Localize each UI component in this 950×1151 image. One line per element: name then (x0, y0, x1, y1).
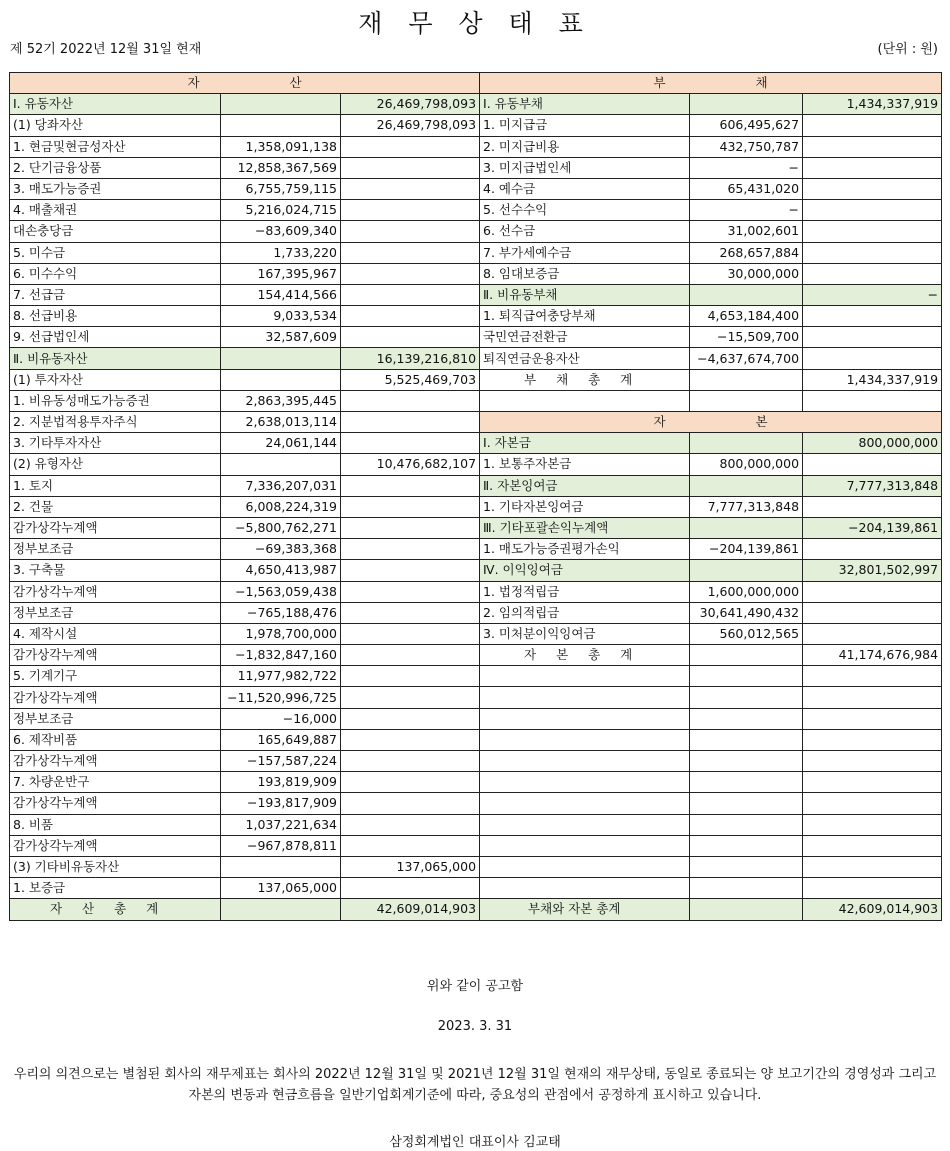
asset-item-label: 대손충당금 (10, 221, 221, 242)
equity-item-amount: −204,139,861 (690, 539, 803, 560)
asset-item-total (341, 327, 480, 348)
asset-item-total (341, 772, 480, 793)
auditor-signature: 삼정회계법인 대표이사 김교태 (389, 1135, 561, 1150)
asset-item-total (341, 687, 480, 708)
asset-item-total (341, 645, 480, 666)
asset-item-total (341, 623, 480, 644)
right-empty-cell (480, 708, 690, 729)
equity-item-label: Ⅰ. 자본금 (480, 433, 690, 454)
asset-item-label: 3. 기타투자자산 (10, 433, 221, 454)
equity-item-amount (690, 645, 803, 666)
equity-header-char-1: 자 (653, 414, 666, 430)
equity-item-total: 800,000,000 (803, 433, 942, 454)
table-row (10, 369, 942, 390)
table-row (10, 327, 942, 348)
equity-item-amount: 1,600,000,000 (690, 581, 803, 602)
asset-item-label: 7. 선급금 (10, 284, 221, 305)
liability-item-amount (690, 94, 803, 115)
liability-item-label: 7. 부가세예수금 (480, 242, 690, 263)
asset-item-total (341, 729, 480, 750)
table-row (10, 412, 942, 433)
equity-item-amount (690, 475, 803, 496)
right-empty-cell (690, 729, 803, 750)
right-empty-cell (803, 835, 942, 856)
asset-item-amount: 167,395,967 (221, 263, 341, 284)
equity-item-amount: 30,641,490,432 (690, 602, 803, 623)
liability-item-label: 8. 임대보증금 (480, 263, 690, 284)
liability-item-amount: 268,657,884 (690, 242, 803, 263)
asset-item-amount: 7,336,207,031 (221, 475, 341, 496)
asset-item-label: 정부보조금 (10, 708, 221, 729)
right-empty-cell (803, 751, 942, 772)
asset-item-total (341, 708, 480, 729)
asset-item-amount: −1,832,847,160 (221, 645, 341, 666)
asset-item-label: 1. 토지 (10, 475, 221, 496)
liability-item-amount: 4,653,184,400 (690, 306, 803, 327)
table-row (10, 623, 942, 644)
liability-item-label: Ⅱ. 비유동부채 (480, 284, 690, 305)
liability-item-label: 퇴직연금운용자산 (480, 348, 690, 369)
table-row (10, 306, 942, 327)
asset-item-label: (3) 기타비유동자산 (10, 856, 221, 877)
liability-item-amount: 30,000,000 (690, 263, 803, 284)
right-empty-cell (690, 856, 803, 877)
liability-item-total: − (803, 284, 942, 305)
asset-item-label: 3. 구축물 (10, 560, 221, 581)
asset-item-amount: 165,649,887 (221, 729, 341, 750)
liability-item-total (803, 263, 942, 284)
table-row (10, 645, 942, 666)
right-empty-cell (803, 814, 942, 835)
asset-item-amount: 2,863,395,445 (221, 390, 341, 411)
asset-item-total (341, 136, 480, 157)
asset-item-label: 4. 매출채권 (10, 200, 221, 221)
table-row (10, 390, 942, 411)
asset-item-total (341, 242, 480, 263)
asset-item-total (341, 751, 480, 772)
right-empty-cell (690, 666, 803, 687)
audit-opinion: 우리의 의견으로는 별첨된 회사의 재무제표는 회사의 2022년 12월 31일 및 2021년 12월 31일 현재의 재무상태, 동일로 종료되는 양 보고기간의 경영성과 그리고 자본의 변동과 현금흐름을 일반기업회계기준에 따라, 중요성의 관점에서 공정하게 표시하고 있습니다. (13, 1067, 937, 1103)
asset-item-total: 10,476,682,107 (341, 454, 480, 475)
asset-item-label: 7. 차량운반구 (10, 772, 221, 793)
right-empty-cell (480, 751, 690, 772)
table-header-row (10, 73, 942, 94)
asset-item-total (341, 390, 480, 411)
right-empty-cell (803, 390, 942, 411)
asset-item-amount: 193,819,909 (221, 772, 341, 793)
right-empty-cell (690, 708, 803, 729)
asset-item-label: 6. 미수수익 (10, 263, 221, 284)
asset-item-label: 4. 제작시설 (10, 623, 221, 644)
asset-item-label: 감가상각누계액 (10, 645, 221, 666)
table-row (10, 242, 942, 263)
equity-item-label: 1. 법정적립금 (480, 581, 690, 602)
liability-item-total (803, 242, 942, 263)
table-row (10, 856, 942, 877)
equity-item-amount (690, 560, 803, 581)
liability-item-amount: − (690, 157, 803, 178)
asset-item-label: 1. 비유동성매도가능증권 (10, 390, 221, 411)
right-empty-cell (803, 856, 942, 877)
asset-item-total: 26,469,798,093 (341, 115, 480, 136)
liability-item-label: Ⅰ. 유동부채 (480, 94, 690, 115)
asset-item-label: 5. 기계기구 (10, 666, 221, 687)
asset-item-label: 5. 미수금 (10, 242, 221, 263)
right-empty-cell (480, 835, 690, 856)
table-row (10, 539, 942, 560)
equity-item-label: 3. 미처분이익잉여금 (480, 623, 690, 644)
asset-item-label: 감가상각누계액 (10, 581, 221, 602)
right-empty-cell (803, 793, 942, 814)
asset-item-label: 2. 지분법적용투자주식 (10, 412, 221, 433)
asset-item-total (341, 178, 480, 199)
asset-item-total: 137,065,000 (341, 856, 480, 877)
table-row (10, 772, 942, 793)
table-row (10, 284, 942, 305)
liability-item-label: 3. 미지급법인세 (480, 157, 690, 178)
asset-item-amount: 2,638,013,114 (221, 412, 341, 433)
equity-item-amount (690, 517, 803, 538)
asset-item-total: 16,139,216,810 (341, 348, 480, 369)
table-row (10, 263, 942, 284)
asset-item-total (341, 263, 480, 284)
asset-item-amount (221, 348, 341, 369)
table-row (10, 687, 942, 708)
asset-item-amount: −16,000 (221, 708, 341, 729)
asset-item-total (341, 306, 480, 327)
asset-item-total (341, 157, 480, 178)
liability-item-amount: 432,750,787 (690, 136, 803, 157)
total-assets-value: 42,609,014,903 (341, 899, 480, 920)
liability-item-label: 국민연금전환금 (480, 327, 690, 348)
asset-item-amount: 6,755,759,115 (221, 178, 341, 199)
asset-item-amount: 1,037,221,634 (221, 814, 341, 835)
notice-date: 2023. 3. 31 (437, 1019, 513, 1034)
asset-item-total (341, 433, 480, 454)
asset-item-amount: −765,188,476 (221, 602, 341, 623)
equity-item-label: 1. 보통주자본금 (480, 454, 690, 475)
right-empty-cell (480, 390, 690, 411)
asset-item-amount: −1,563,059,438 (221, 581, 341, 602)
liability-item-total: 1,434,337,919 (803, 94, 942, 115)
table-row (10, 348, 942, 369)
right-empty-cell (690, 390, 803, 411)
right-empty-cell (480, 814, 690, 835)
equity-item-amount: 800,000,000 (690, 454, 803, 475)
asset-item-total (341, 814, 480, 835)
asset-item-label: 감가상각누계액 (10, 751, 221, 772)
asset-item-amount: −11,520,996,725 (221, 687, 341, 708)
liability-item-total (803, 136, 942, 157)
liability-item-label: 5. 선수수익 (480, 200, 690, 221)
asset-item-label: (2) 유형자산 (10, 454, 221, 475)
balance-sheet-table (9, 72, 942, 921)
asset-item-label: 감가상각누계액 (10, 793, 221, 814)
asset-item-amount (221, 94, 341, 115)
right-empty-cell (480, 666, 690, 687)
asset-item-amount: −5,800,762,271 (221, 517, 341, 538)
asset-item-amount: 32,587,609 (221, 327, 341, 348)
table-row (10, 454, 942, 475)
asset-item-label: 2. 단기금융상품 (10, 157, 221, 178)
asset-item-amount: 5,216,024,715 (221, 200, 341, 221)
liability-item-total (803, 327, 942, 348)
asset-item-total (341, 475, 480, 496)
table-row (10, 157, 942, 178)
report-period: 제 52기 2022년 12월 31일 현재 (10, 42, 202, 57)
liability-item-label: 2. 미지급비용 (480, 136, 690, 157)
asset-item-total (341, 412, 480, 433)
table-row (10, 115, 942, 136)
right-empty-cell (690, 772, 803, 793)
equity-item-total (803, 623, 942, 644)
assets-header-char-1: 자 (187, 75, 200, 91)
total-assets-label: 자 산 총 계 (10, 899, 221, 920)
right-empty-cell (480, 729, 690, 750)
asset-item-amount (221, 115, 341, 136)
right-empty-cell (480, 772, 690, 793)
right-empty-cell (803, 878, 942, 899)
equity-item-total (803, 539, 942, 560)
equity-item-label: Ⅳ. 이익잉여금 (480, 560, 690, 581)
table-row (10, 433, 942, 454)
currency-unit: (단위 : 원) (877, 42, 938, 57)
asset-item-label: 1. 보증금 (10, 878, 221, 899)
total-liab-equity-empty (690, 899, 803, 920)
asset-item-label: 정부보조금 (10, 602, 221, 623)
liability-item-total (803, 348, 942, 369)
liabilities-header (480, 73, 942, 94)
asset-item-label: 1. 현금및현금성자산 (10, 136, 221, 157)
asset-item-label: 6. 제작비품 (10, 729, 221, 750)
right-empty-cell (690, 835, 803, 856)
right-empty-cell (803, 729, 942, 750)
asset-item-label: 감가상각누계액 (10, 835, 221, 856)
liability-item-total (803, 221, 942, 242)
liability-item-amount: −4,637,674,700 (690, 348, 803, 369)
liability-item-total (803, 157, 942, 178)
table-row (10, 94, 942, 115)
right-empty-cell (480, 687, 690, 708)
asset-item-label: 3. 매도가능증권 (10, 178, 221, 199)
asset-item-amount: 4,650,413,987 (221, 560, 341, 581)
equity-item-total (803, 602, 942, 623)
liability-item-amount (690, 369, 803, 390)
table-row (10, 200, 942, 221)
liability-item-label: 6. 선수금 (480, 221, 690, 242)
equity-item-amount: 560,012,565 (690, 623, 803, 644)
asset-item-total: 5,525,469,703 (341, 369, 480, 390)
right-empty-cell (803, 708, 942, 729)
right-empty-cell (480, 793, 690, 814)
table-row (10, 878, 942, 899)
asset-item-total (341, 517, 480, 538)
table-row (10, 835, 942, 856)
equity-item-amount (690, 433, 803, 454)
equity-item-label: Ⅱ. 자본잉여금 (480, 475, 690, 496)
liability-item-amount: 65,431,020 (690, 178, 803, 199)
asset-item-total (341, 581, 480, 602)
asset-item-total (341, 200, 480, 221)
table-row (10, 751, 942, 772)
table-row (10, 708, 942, 729)
total-liab-equity-label: 부채와 자본 총계 (480, 899, 690, 920)
asset-item-label: (1) 투자자산 (10, 369, 221, 390)
asset-item-amount: 11,977,982,722 (221, 666, 341, 687)
asset-item-amount: 137,065,000 (221, 878, 341, 899)
asset-item-label: 2. 건물 (10, 496, 221, 517)
asset-item-label: 정부보조금 (10, 539, 221, 560)
table-row (10, 475, 942, 496)
asset-item-total (341, 666, 480, 687)
right-empty-cell (480, 856, 690, 877)
right-empty-cell (690, 793, 803, 814)
liability-item-label: 부 채 총 계 (480, 369, 690, 390)
table-row (10, 666, 942, 687)
right-empty-cell (803, 772, 942, 793)
equity-item-total (803, 581, 942, 602)
table-row (10, 178, 942, 199)
equity-item-total: 7,777,313,848 (803, 475, 942, 496)
document-title: 재 무 상 태 표 (358, 9, 592, 38)
right-empty-cell (480, 878, 690, 899)
notice-text: 위와 같이 공고함 (426, 979, 524, 994)
equity-item-total: 41,174,676,984 (803, 645, 942, 666)
table-row (10, 581, 942, 602)
equity-item-label: 2. 임의적립금 (480, 602, 690, 623)
liability-item-amount: −15,509,700 (690, 327, 803, 348)
equity-item-amount: 7,777,313,848 (690, 496, 803, 517)
asset-item-amount: −157,587,224 (221, 751, 341, 772)
liability-item-total (803, 200, 942, 221)
equity-item-total: −204,139,861 (803, 517, 942, 538)
table-row (10, 517, 942, 538)
liability-item-total (803, 306, 942, 327)
asset-item-amount (221, 454, 341, 475)
total-assets-empty (221, 899, 341, 920)
liability-item-label: 1. 미지급금 (480, 115, 690, 136)
equity-item-label: 1. 기타자본잉여금 (480, 496, 690, 517)
right-empty-cell (690, 814, 803, 835)
asset-item-label: 8. 비품 (10, 814, 221, 835)
asset-item-label: 감가상각누계액 (10, 687, 221, 708)
asset-item-amount: −967,878,811 (221, 835, 341, 856)
equity-item-total (803, 496, 942, 517)
equity-item-total: 32,801,502,997 (803, 560, 942, 581)
liability-item-amount: 31,002,601 (690, 221, 803, 242)
asset-item-label: (1) 당좌자산 (10, 115, 221, 136)
equity-item-label: 1. 매도가능증권평가손익 (480, 539, 690, 560)
table-row (10, 793, 942, 814)
asset-item-amount: −83,609,340 (221, 221, 341, 242)
table-row (10, 814, 942, 835)
asset-item-label: Ⅱ. 비유동자산 (10, 348, 221, 369)
asset-item-label: 8. 선급비용 (10, 306, 221, 327)
asset-item-amount (221, 369, 341, 390)
right-empty-cell (803, 666, 942, 687)
asset-item-total (341, 878, 480, 899)
table-row (10, 496, 942, 517)
asset-item-amount: 9,033,534 (221, 306, 341, 327)
asset-item-amount: −69,383,368 (221, 539, 341, 560)
totals-row (10, 899, 942, 920)
asset-item-amount (221, 856, 341, 877)
liabilities-header-char-1: 부 (653, 75, 666, 91)
liability-item-label: 4. 예수금 (480, 178, 690, 199)
liability-item-amount: − (690, 200, 803, 221)
liability-item-total (803, 115, 942, 136)
liabilities-header-char-2: 채 (755, 75, 768, 91)
right-empty-cell (690, 751, 803, 772)
asset-item-total (341, 602, 480, 623)
asset-item-amount: 12,858,367,569 (221, 157, 341, 178)
asset-item-label: 9. 선급법인세 (10, 327, 221, 348)
assets-header-char-2: 산 (289, 75, 302, 91)
equity-item-total (803, 454, 942, 475)
asset-item-amount: 1,978,700,000 (221, 623, 341, 644)
right-empty-cell (803, 687, 942, 708)
liability-item-label: 1. 퇴직급여충당부채 (480, 306, 690, 327)
equity-header-char-2: 본 (755, 414, 768, 430)
equity-item-label: 자 본 총 계 (480, 645, 690, 666)
table-row (10, 221, 942, 242)
liability-item-amount (690, 284, 803, 305)
asset-item-total (341, 284, 480, 305)
asset-item-total (341, 835, 480, 856)
asset-item-total: 26,469,798,093 (341, 94, 480, 115)
right-empty-cell (690, 687, 803, 708)
asset-item-total (341, 560, 480, 581)
asset-item-amount: 1,358,091,138 (221, 136, 341, 157)
liability-item-total (803, 178, 942, 199)
asset-item-total (341, 496, 480, 517)
assets-header (10, 73, 480, 94)
equity-header (480, 412, 942, 433)
table-row (10, 560, 942, 581)
table-row (10, 136, 942, 157)
total-liab-equity-value: 42,609,014,903 (803, 899, 942, 920)
asset-item-total (341, 221, 480, 242)
asset-item-total (341, 793, 480, 814)
liability-item-total: 1,434,337,919 (803, 369, 942, 390)
asset-item-amount: −193,817,909 (221, 793, 341, 814)
asset-item-amount: 1,733,220 (221, 242, 341, 263)
right-empty-cell (690, 878, 803, 899)
asset-item-amount: 6,008,224,319 (221, 496, 341, 517)
table-row (10, 729, 942, 750)
asset-item-amount: 24,061,144 (221, 433, 341, 454)
asset-item-amount: 154,414,566 (221, 284, 341, 305)
asset-item-label: 감가상각누계액 (10, 517, 221, 538)
liability-item-amount: 606,495,627 (690, 115, 803, 136)
table-row (10, 602, 942, 623)
asset-item-total (341, 539, 480, 560)
asset-item-label: Ⅰ. 유동자산 (10, 94, 221, 115)
equity-item-label: Ⅲ. 기타포괄손익누계액 (480, 517, 690, 538)
